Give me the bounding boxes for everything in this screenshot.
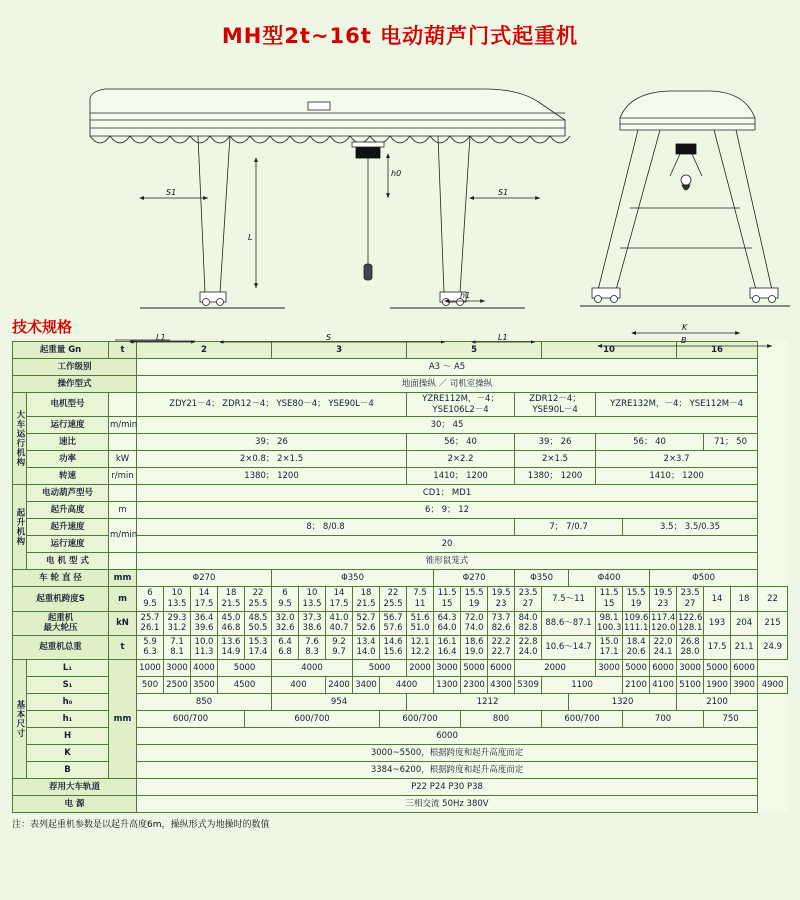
cell-L-label: L₁: [27, 660, 109, 677]
cell-ratio-label: 速比: [27, 434, 109, 451]
cell-motor-model-0: ZDY21－4； ZDR12－4； YSE80－4； YSE90L－4: [137, 393, 407, 417]
cell-span-a2: 14 17.5: [191, 587, 218, 611]
cell-tw-2: 10.0 11.3: [191, 635, 218, 659]
cell-h0-label: h₀: [27, 694, 109, 711]
cell-span-d1: 11.5 15: [596, 587, 623, 611]
cell-L-5: 5000: [353, 660, 407, 677]
cell-wp-0: 25.7 26.1: [137, 611, 164, 635]
cell-S-label: S₁: [27, 677, 109, 694]
table-row: [13, 553, 788, 570]
cell-ratio-4: 71； 50: [704, 434, 758, 451]
cell-h1-6: 750: [704, 711, 758, 728]
cell-tw-6: 7.6 8.3: [299, 635, 326, 659]
dim-label-h1: h1: [460, 291, 471, 300]
cell-wp-3: 45.0 46.8: [218, 611, 245, 635]
cell-tw-1: 7.1 8.1: [164, 635, 191, 659]
cell-wp-13: 73.7 82.6: [488, 611, 515, 635]
cell-H-value: 6000: [137, 728, 758, 745]
cell-S-3: 4500: [218, 677, 272, 694]
cell-S-11: 5309: [515, 677, 542, 694]
cell-wp-12: 72.0 74.0: [461, 611, 488, 635]
cell-B-label: B: [27, 762, 109, 779]
dim-label-L1: L1: [156, 333, 166, 342]
cell-tw-15: 10.6～14.7: [542, 635, 596, 659]
cell-h0-0: 850: [137, 694, 272, 711]
cell-travel-speed-value: 30； 45: [137, 417, 758, 434]
cell-motor-type-value: 锥形鼠笼式: [137, 553, 758, 570]
cell-S-5: 2400: [326, 677, 353, 694]
cell-tw-21: 21.1: [731, 635, 758, 659]
cell-rail-value: P22 P24 P30 P38: [137, 779, 758, 796]
cell-wheel-1: Φ350: [272, 570, 434, 587]
cell-wp-10: 51.6 51.0: [407, 611, 434, 635]
cell-speed-0: 1380； 1200: [137, 468, 407, 485]
cell-span-d2: 15.5 19: [623, 587, 650, 611]
cell-L-8: 5000: [461, 660, 488, 677]
dim-label-L1-right: L1: [498, 333, 508, 342]
cell-wp-22: 215: [758, 611, 788, 635]
dim-label-L: L: [248, 233, 253, 242]
cell-hoist-model-label: 电动葫芦型号: [27, 485, 109, 502]
cell-L-0: 1000: [137, 660, 164, 677]
cell-h1-1: 600/700: [245, 711, 380, 728]
section-title: 技术规格: [12, 318, 73, 336]
cell-ratio-unit: [109, 434, 137, 451]
cell-run-speed-label: 运行速度: [27, 536, 109, 553]
cell-tw-7: 9.2 9.7: [326, 635, 353, 659]
cell-ratio-2: 39； 26: [515, 434, 596, 451]
cell-lift-speed-2: 3.5； 3.5/0.35: [623, 519, 758, 536]
cell-motor-model-2: ZDR12－4； YSE90L－4: [515, 393, 596, 417]
cell-group-hoist: 起升机构: [13, 485, 27, 570]
cell-span-b0: 6 9.5: [272, 587, 299, 611]
cell-control-value: 地面操纵 ／ 司机室操纵: [137, 376, 758, 393]
table-row: [13, 587, 788, 611]
cell-S-15: 5100: [677, 677, 704, 694]
table-row: [13, 611, 788, 635]
table-row: [13, 468, 788, 485]
cell-wp-14: 84.0 82.8: [515, 611, 542, 635]
page-title: MH型2t~16t 电动葫芦门式起重机: [221, 24, 579, 48]
table-row: [13, 393, 788, 417]
cell-H-label: H: [27, 728, 109, 745]
dim-label-S: S: [326, 333, 332, 342]
cell-capacity-unit: t: [109, 342, 137, 359]
cell-S-17: 3900: [731, 677, 758, 694]
cell-capacity-label: 起重量 Gn: [13, 342, 109, 359]
cell-tw-3: 13.6 14.9: [218, 635, 245, 659]
cell-L-13: 6000: [650, 660, 677, 677]
cell-speed-3: 1410； 1200: [596, 468, 758, 485]
cell-L-11: 3000: [596, 660, 623, 677]
cell-span-d0: 7.5～11: [542, 587, 596, 611]
table-row: [13, 451, 788, 468]
cell-power-label: 功率: [27, 451, 109, 468]
cell-wheel-5: Φ500: [650, 570, 758, 587]
cell-motor-model-3: YZRE132M，－4； YSE112M－4: [596, 393, 758, 417]
cell-S-1: 2500: [164, 677, 191, 694]
table-row: [13, 796, 788, 813]
cell-tw-11: 16.1 16.4: [434, 635, 461, 659]
cell-S-12: 1100: [542, 677, 623, 694]
cell-h1-5: 700: [623, 711, 704, 728]
cell-wp-20: 193: [704, 611, 731, 635]
cell-span-a3: 18 21.5: [218, 587, 245, 611]
table-row: [13, 359, 788, 376]
cell-wheel-4: Φ400: [569, 570, 650, 587]
cell-work-level-label: 工作级别: [13, 359, 137, 376]
cell-L-14: 3000: [677, 660, 704, 677]
cell-L-15: 5000: [704, 660, 731, 677]
cell-span-c1: 11.5 15: [434, 587, 461, 611]
cell-travel-speed-unit: m/min: [109, 417, 137, 434]
cell-tw-5: 6.4 6.8: [272, 635, 299, 659]
cell-wp-6: 37.3 38.6: [299, 611, 326, 635]
cell-wheel-2: Φ270: [434, 570, 515, 587]
cell-wheel-label: 车 轮 直 径: [13, 570, 109, 587]
table-row: [13, 635, 788, 659]
cell-speed-label: 转速: [27, 468, 109, 485]
cell-power-0: 2×0.8； 2×1.5: [137, 451, 407, 468]
cell-K-label: K: [27, 745, 109, 762]
cell-S-16: 1900: [704, 677, 731, 694]
cell-lift-speed-0: 8； 8/0.8: [137, 519, 515, 536]
cell-L-12: 5000: [623, 660, 650, 677]
cell-h1-label: h₁: [27, 711, 109, 728]
cell-power-source-label: 电 源: [13, 796, 137, 813]
cell-S-9: 2300: [461, 677, 488, 694]
cell-lift-speed-label: 起升速度: [27, 519, 109, 536]
dim-label-B: B: [681, 336, 687, 345]
cell-tw-18: 22.0 24.1: [650, 635, 677, 659]
table-row: [13, 434, 788, 451]
cell-tw-14: 22.8 24.0: [515, 635, 542, 659]
cell-span-label: 起重机跨度S: [13, 587, 109, 611]
cell-span-e1: 18: [731, 587, 758, 611]
cell-lift-height-unit: m: [109, 502, 137, 519]
cell-span-b3: 18 21.5: [353, 587, 380, 611]
cell-h0-3: 1320: [569, 694, 677, 711]
cell-speed-1: 1410； 1200: [407, 468, 515, 485]
cell-tw-10: 12.1 12.2: [407, 635, 434, 659]
cell-power-unit: kW: [109, 451, 137, 468]
cell-ratio-3: 56； 40: [596, 434, 704, 451]
cell-power-2: 2×1.5: [515, 451, 596, 468]
cell-L-3: 5000: [218, 660, 272, 677]
cell-S-2: 3500: [191, 677, 218, 694]
cell-L-7: 3000: [434, 660, 461, 677]
cell-span-d3: 19.5 23: [650, 587, 677, 611]
cell-L-10: 2000: [515, 660, 596, 677]
cell-span-b2: 14 17.5: [326, 587, 353, 611]
cell-motor-model-label: 电机型号: [27, 393, 109, 417]
cell-wp-16: 98.1 100.3: [596, 611, 623, 635]
table-row: [13, 779, 788, 796]
cell-tw-16: 15.0 17.1: [596, 635, 623, 659]
table-row: [13, 342, 788, 359]
cell-tw-20: 17.5: [704, 635, 731, 659]
cell-wp-2: 36.4 39.6: [191, 611, 218, 635]
cell-control-label: 操作型式: [13, 376, 137, 393]
cell-span-c4: 23.5 27: [515, 587, 542, 611]
cell-h0-4: 2100: [677, 694, 758, 711]
cell-wheel-0: Φ270: [137, 570, 272, 587]
cell-span-a4: 22 25.5: [245, 587, 272, 611]
cell-S-7: 4400: [380, 677, 434, 694]
cell-K-value: 3000~5500，根据跨度和起升高度而定: [137, 745, 758, 762]
cell-span-c2: 15.5 19: [461, 587, 488, 611]
cell-wp-15: 88.6～87.1: [542, 611, 596, 635]
cell-h0-1: 954: [272, 694, 407, 711]
table-row: [13, 376, 788, 393]
cell-speed-unit: r/min: [109, 468, 137, 485]
cell-span-c0: 7.5 11: [407, 587, 434, 611]
dim-label-S1-right: S1: [498, 188, 509, 197]
cell-capacity-10: 10: [542, 342, 677, 359]
cell-h1-4: 600/700: [542, 711, 623, 728]
dim-label-S1: S1: [166, 188, 177, 197]
cell-capacity-5: 5: [407, 342, 542, 359]
cell-lift-height-label: 起升高度: [27, 502, 109, 519]
cell-L-4: 4000: [272, 660, 353, 677]
cell-motor-model-1: YZRE112M，－4； YSE106L2－4: [407, 393, 515, 417]
cell-S-0: 500: [137, 677, 164, 694]
cell-run-speed-value: 20: [137, 536, 758, 553]
cell-L-1: 3000: [164, 660, 191, 677]
cell-tw-8: 13.4 14.0: [353, 635, 380, 659]
cell-span-e2: 22: [758, 587, 788, 611]
cell-span-b1: 10 13.5: [299, 587, 326, 611]
cell-total-weight-label: 起重机总重: [13, 635, 109, 659]
cell-wp-7: 41.0 40.7: [326, 611, 353, 635]
cell-L-6: 2000: [407, 660, 434, 677]
cell-wheel-unit: mm: [109, 570, 137, 587]
cell-h0-2: 1212: [407, 694, 569, 711]
cell-lift-speed-1: 7； 7/0.7: [515, 519, 623, 536]
cell-tw-4: 15.3 17.4: [245, 635, 272, 659]
cell-rail-label: 荐用大车轨道: [13, 779, 137, 796]
cell-motor-model-unit: [109, 393, 137, 417]
table-row: [13, 519, 788, 536]
cell-span-d4: 23.5 27: [677, 587, 704, 611]
cell-capacity-2: 2: [137, 342, 272, 359]
cell-wp-17: 109.6 111.1: [623, 611, 650, 635]
cell-speed-2: 1380； 1200: [515, 468, 596, 485]
dim-label-h0: h0: [391, 169, 402, 178]
table-row: [13, 570, 788, 587]
cell-L-9: 6000: [488, 660, 515, 677]
cell-wheel-pressure-unit: kN: [109, 611, 137, 635]
cell-wp-1: 29.3 31.2: [164, 611, 191, 635]
cell-travel-speed-label: 运行速度: [27, 417, 109, 434]
cell-power-3: 2×3.7: [596, 451, 758, 468]
cell-span-a0: 6 9.5: [137, 587, 164, 611]
table-row: [13, 417, 788, 434]
cell-tw-17: 18.4 20.6: [623, 635, 650, 659]
cell-capacity-3: 3: [272, 342, 407, 359]
cell-tw-22: 24.9: [758, 635, 788, 659]
cell-tw-9: 14.6 15.6: [380, 635, 407, 659]
cell-span-unit: m: [109, 587, 137, 611]
cell-tw-12: 18.6 19.0: [461, 635, 488, 659]
cell-hoist-model-value: CD1； MD1: [137, 485, 758, 502]
cell-lift-speed-unit: m/min: [109, 519, 137, 553]
cell-wp-19: 122.6 128.1: [677, 611, 704, 635]
cell-S-4: 400: [272, 677, 326, 694]
cell-tw-19: 26.8 28.0: [677, 635, 704, 659]
cell-S-18: 4900: [758, 677, 788, 694]
cell-power-1: 2×2.2: [407, 451, 515, 468]
cell-wheel-pressure-label: 起重机 最大轮压: [13, 611, 109, 635]
cell-tw-13: 22.2 22.7: [488, 635, 515, 659]
cell-total-weight-unit: t: [109, 635, 137, 659]
cell-group-dim: 基本尺寸: [13, 660, 27, 779]
cell-work-level-value: A3 ～ A5: [137, 359, 758, 376]
cell-capacity-16: 16: [677, 342, 758, 359]
cell-wp-21: 204: [731, 611, 758, 635]
cell-tw-0: 5.9 6.3: [137, 635, 164, 659]
table-note: 注：表列起重机参数是以起升高度6m，操纵形式为地操时的数值: [12, 820, 270, 830]
dim-label-K: K: [682, 323, 688, 332]
cell-dim-unit: mm: [109, 660, 137, 779]
cell-B-value: 3384~6200，根据跨度和起升高度而定: [137, 762, 758, 779]
cell-span-e0: 14: [704, 587, 731, 611]
cell-h1-3: 800: [461, 711, 542, 728]
cell-S-10: 4300: [488, 677, 515, 694]
cell-wp-18: 117.4 120.0: [650, 611, 677, 635]
cell-wp-11: 64.3 64.0: [434, 611, 461, 635]
table-row: [13, 485, 788, 502]
cell-L-16: 6000: [731, 660, 758, 677]
cell-lift-height-value: 6； 9； 12: [137, 502, 758, 519]
cell-wp-8: 52.7 52.6: [353, 611, 380, 635]
cell-S-6: 3400: [353, 677, 380, 694]
cell-group-travel: 大车运行机构: [13, 393, 27, 485]
cell-L-2: 4000: [191, 660, 218, 677]
cell-wp-4: 48.5 50.5: [245, 611, 272, 635]
cell-ratio-1: 56； 40: [407, 434, 515, 451]
cell-ratio-0: 39； 26: [137, 434, 407, 451]
cell-h1-2: 600/700: [380, 711, 461, 728]
cell-S-14: 4100: [650, 677, 677, 694]
table-row: [13, 660, 788, 677]
cell-wp-9: 56.7 57.6: [380, 611, 407, 635]
cell-wp-5: 32.0 32.6: [272, 611, 299, 635]
cell-span-a1: 10 13.5: [164, 587, 191, 611]
cell-h1-0: 600/700: [137, 711, 245, 728]
cell-motor-type-unit: [109, 553, 137, 570]
cell-motor-type-label: 电 机 型 式: [27, 553, 109, 570]
cell-power-source-value: 三相交流 50Hz 380V: [137, 796, 758, 813]
cell-wheel-3: Φ350: [515, 570, 569, 587]
cell-S-8: 1300: [434, 677, 461, 694]
spec-table: [12, 341, 788, 813]
cell-hoist-model-unit: [109, 485, 137, 502]
table-row: [13, 502, 788, 519]
cell-span-c3: 19.5 23: [488, 587, 515, 611]
cell-S-13: 2100: [623, 677, 650, 694]
cell-span-b4: 22 25.5: [380, 587, 407, 611]
